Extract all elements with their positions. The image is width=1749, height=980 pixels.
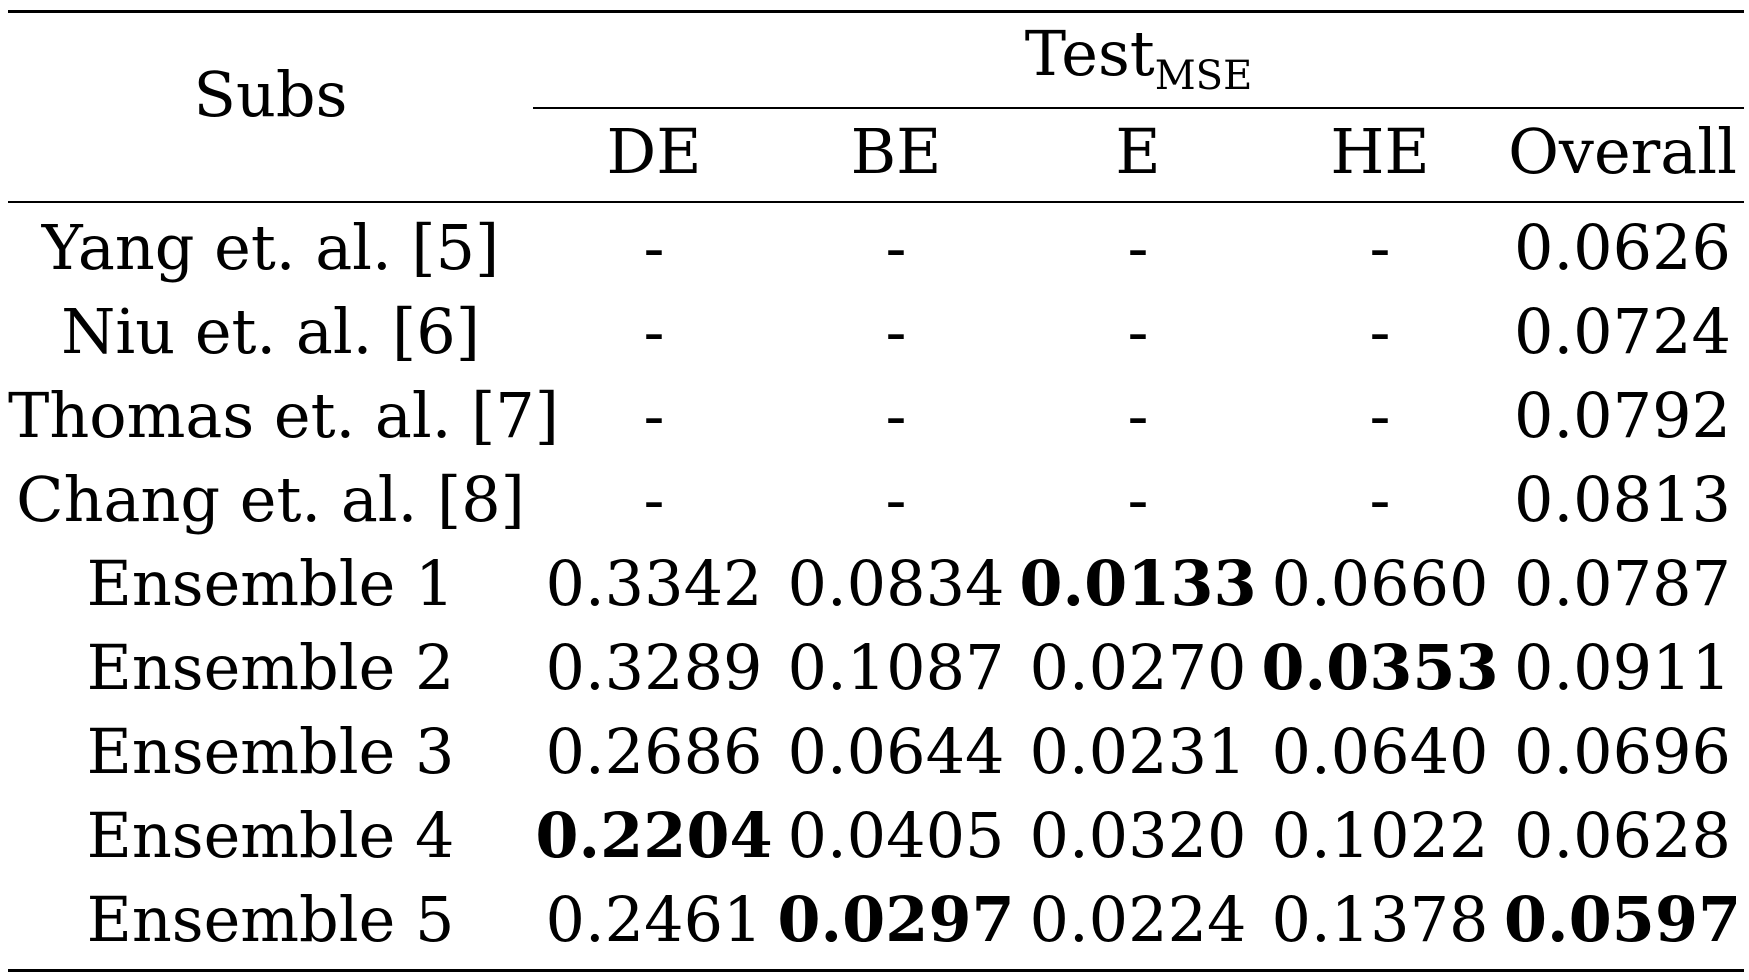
table-cell: 0.2204: [535, 799, 773, 872]
table-top-rule: [8, 10, 1744, 13]
table-cell: 0.0231: [1029, 715, 1247, 788]
table-cell: 0.0834: [787, 547, 1005, 620]
table-cell: 0.0353: [1261, 631, 1499, 704]
column-header-he: HE: [1330, 115, 1430, 188]
table-cell: 0.0660: [1271, 547, 1489, 620]
row-label: Chang et. al. [8]: [16, 463, 525, 536]
table-cell: -: [885, 295, 907, 368]
group-header-rule: [533, 107, 1744, 109]
table-cell: 0.3289: [545, 631, 763, 704]
row-label: Yang et. al. [5]: [41, 211, 500, 284]
table-cell: -: [643, 379, 665, 452]
table-cell: -: [1127, 295, 1149, 368]
table-cell: 0.0724: [1514, 295, 1731, 368]
table-cell: 0.0626: [1514, 211, 1731, 284]
table-cell: 0.0224: [1029, 883, 1247, 956]
table-cell: 0.0644: [787, 715, 1005, 788]
table-cell: -: [1127, 211, 1149, 284]
test-mse-main: Test: [1024, 17, 1155, 90]
row-label: Niu et. al. [6]: [61, 295, 480, 368]
table-cell: 0.0640: [1271, 715, 1489, 788]
row-label: Ensemble 1: [86, 547, 455, 620]
table-cell: -: [885, 211, 907, 284]
table-cell: 0.0597: [1503, 883, 1742, 956]
table-cell: 0.3342: [545, 547, 763, 620]
column-header-de: DE: [606, 115, 702, 188]
row-label: Ensemble 2: [86, 631, 455, 704]
table-cell: 0.2461: [545, 883, 763, 956]
table-cell: 0.0270: [1029, 631, 1247, 704]
table-cell: -: [885, 379, 907, 452]
row-label: Thomas et. al. [7]: [8, 379, 559, 452]
row-label: Ensemble 4: [86, 799, 455, 872]
table-cell: -: [1369, 211, 1391, 284]
table-cell: 0.1378: [1271, 883, 1489, 956]
table-cell: 0.1022: [1271, 799, 1489, 872]
column-header-be: BE: [850, 115, 942, 188]
row-label: Ensemble 3: [86, 715, 455, 788]
table-cell: -: [1127, 463, 1149, 536]
column-header-e: E: [1115, 115, 1161, 188]
table-bottom-rule: [8, 969, 1744, 972]
table-cell: -: [643, 463, 665, 536]
table-cell: 0.0813: [1514, 463, 1731, 536]
table-cell: 0.0133: [1019, 547, 1257, 620]
table-cell: 0.1087: [787, 631, 1005, 704]
table-cell: 0.0297: [777, 883, 1015, 956]
table-cell: -: [1369, 379, 1391, 452]
test-mse-subscript: MSE: [1154, 53, 1253, 99]
table-cell: 0.0787: [1514, 547, 1731, 620]
table-cell: -: [643, 211, 665, 284]
table-cell: 0.0405: [787, 799, 1005, 872]
table-cell: -: [1369, 463, 1391, 536]
table-cell: 0.0911: [1514, 631, 1731, 704]
subs-header: Subs: [193, 58, 348, 131]
table-cell: -: [643, 295, 665, 368]
table-cell: 0.0696: [1514, 715, 1731, 788]
table-cell: 0.0320: [1029, 799, 1247, 872]
table-cell: -: [1127, 379, 1149, 452]
table-cell: -: [1369, 295, 1391, 368]
test-mse-group-header: [533, 14, 1744, 99]
table-cell: -: [885, 463, 907, 536]
table-cell: 0.0792: [1514, 379, 1731, 452]
table-cell: 0.2686: [545, 715, 763, 788]
column-header-overall: Overall: [1508, 115, 1737, 188]
header-bottom-rule: [8, 201, 1744, 203]
table-cell: 0.0628: [1514, 799, 1731, 872]
row-label: Ensemble 5: [86, 883, 455, 956]
